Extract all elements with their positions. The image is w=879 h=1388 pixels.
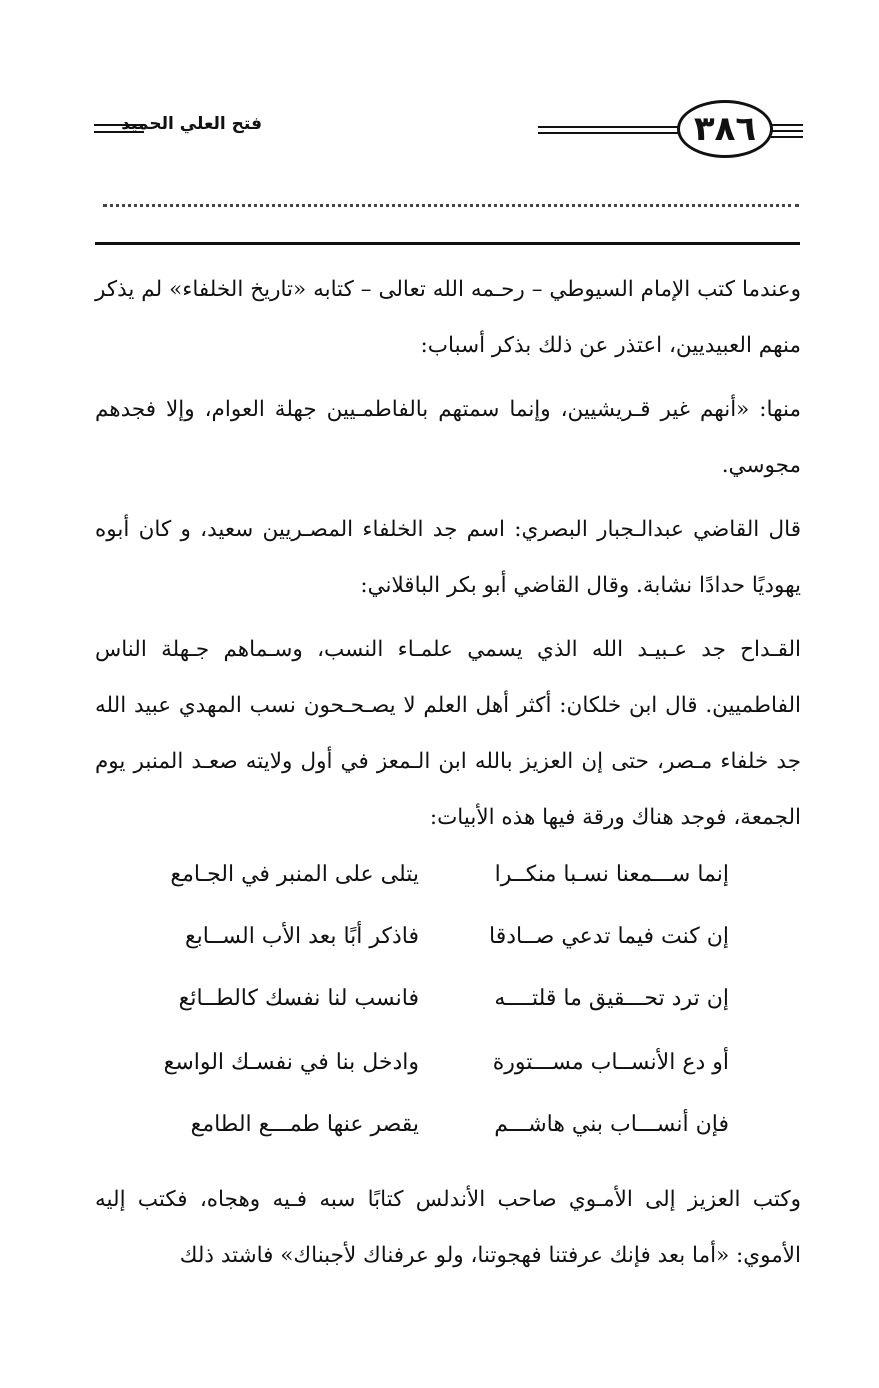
verse-second-hemistich: يقصر عنها طمـــع الطامع xyxy=(190,1112,419,1137)
paragraph-text: منها: «أنهم غير قـريشيين، وإنما سمتهم بالفاطمـيين جهلة العوام، وإلا فجدهم مجوسي. xyxy=(95,397,801,478)
paragraph-text: وعندما كتب الإمام السيوطي – رحـمه الله تعالى – كتابه «تاريخ الخلفاء» لم يذكر منهم العبيديين، اعتذر عن ذلك بذكر أسباب: xyxy=(95,277,801,358)
paragraph xyxy=(95,1172,801,1284)
verse-first-hemistich: فإن أنســـاب بني هاشـــم xyxy=(494,1112,729,1137)
verse-line xyxy=(149,862,729,902)
header-rule xyxy=(771,136,803,138)
verse-second-hemistich: يتلى على المنبر في الجـامع xyxy=(170,862,419,887)
paragraph-text: قال القاضي عبدالـجبار البصري: اسم جد الخلفاء المصـريين سعيد، و كان أبوه يهوديًا حدادًا نشابة. وقال القاضي أبو بكر الباقلاني: xyxy=(95,517,801,598)
verse-second-hemistich: فاذكر أبًا بعد الأب الســابع xyxy=(184,924,419,949)
header-rule xyxy=(538,126,680,128)
header-rule xyxy=(538,132,680,134)
verse-line xyxy=(149,986,729,1026)
paragraph xyxy=(95,262,801,374)
verse-first-hemistich: إن ترد تحـــقيق ما قلتــــه xyxy=(494,986,729,1011)
header-rule xyxy=(771,130,803,132)
dotted-divider xyxy=(103,204,799,207)
verse-line xyxy=(149,1050,729,1090)
verse-line xyxy=(149,1112,729,1152)
verse-second-hemistich: وادخل بنا في نفسـك الواسع xyxy=(163,1050,419,1075)
paragraph-text: وكتب العزيز إلى الأمـوي صاحب الأندلس كتابًا سبه فـيه وهجاه، فكتب إليه الأموي: «أما بعد فإنك عرفتنا فهجوتنا، ولو عرفناك لأجبناك» فاشتد ذلك xyxy=(95,1187,801,1268)
solid-divider xyxy=(95,242,800,245)
verse-first-hemistich: إن كنت فيما تدعي صــادقا xyxy=(489,924,729,949)
verse-line xyxy=(149,924,729,964)
paragraph xyxy=(95,502,801,614)
verse-first-hemistich: أو دع الأنســاب مســـتورة xyxy=(492,1050,729,1075)
page-number: ٣٨٦ xyxy=(677,100,773,158)
paragraph xyxy=(95,382,801,494)
verse-second-hemistich: فانسب لنا نفسك كالطــائع xyxy=(178,986,419,1011)
paragraph-text: القـداح جد عـبيـد الله الذي يسمي علمـاء النسب، وسـماهم جـهلة الناس الفاطميين. قال ابن خلكان: أكثر أهل العلم لا يصـحـحون نسب المهدي عبيد الله جد خلفاء مـصر، حتى إن العزيز بالله ابن الـمعز في أول ولايته صعـد المنبر يوم الجمعة، فوجد هناك ورقة فيها هذه الأبيات: xyxy=(95,637,801,830)
paragraph xyxy=(95,622,801,846)
book-title: فتح العلي الحميد xyxy=(121,114,262,134)
title-ornament xyxy=(94,124,144,138)
header-rule xyxy=(771,124,803,126)
verse-first-hemistich: إنما ســـمعنا نسـبا منكــرا xyxy=(494,862,729,887)
